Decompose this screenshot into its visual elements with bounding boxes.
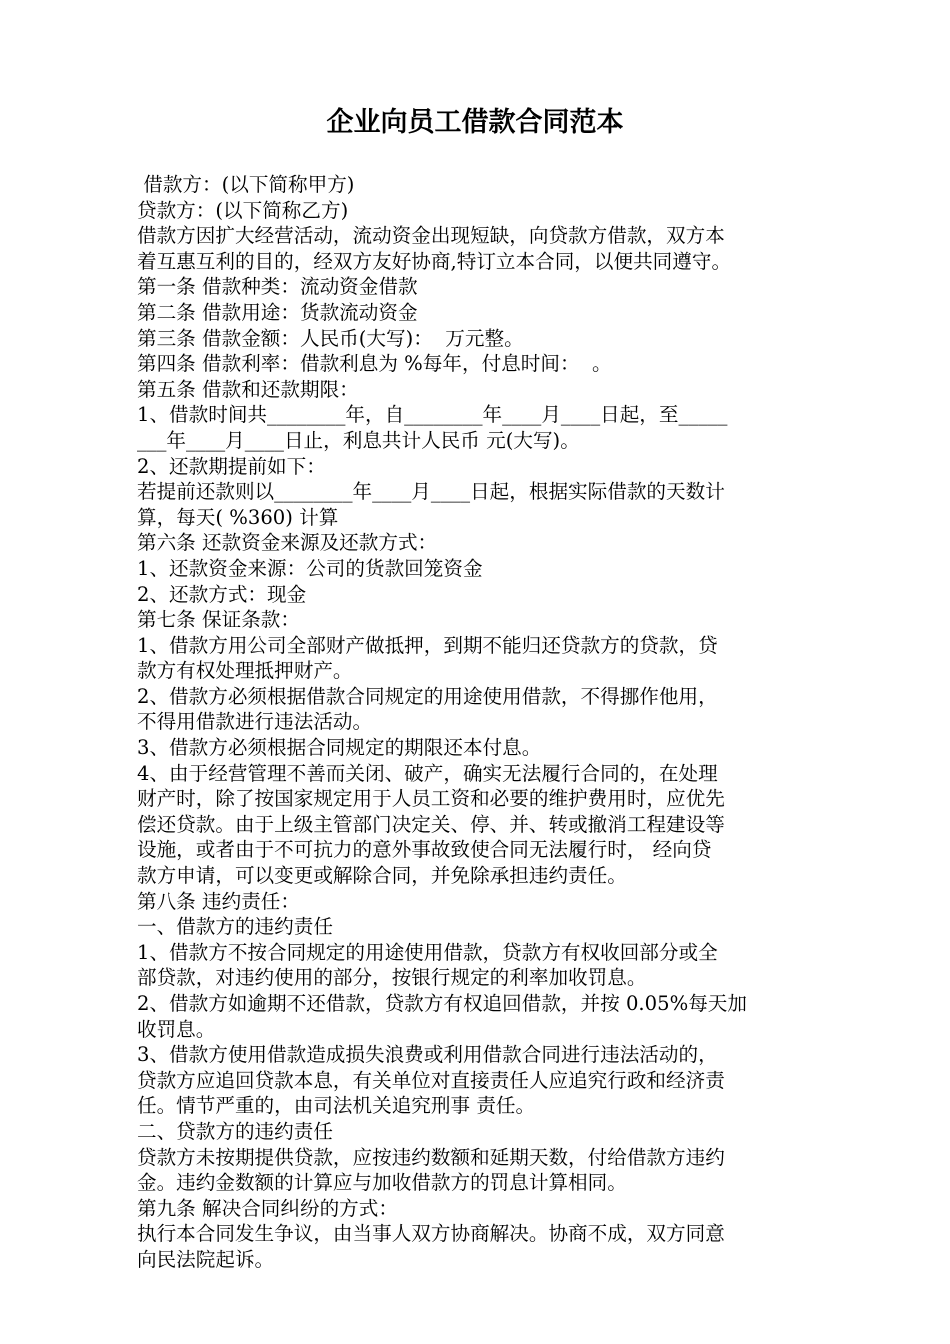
text-line: 贷款方：(以下简称乙方): [137, 198, 349, 222]
text-line: 2、还款期提前如下：: [137, 454, 326, 478]
text-line: 偿还贷款。由于上级主管部门决定关、停、并、转或撤消工程建设等: [137, 812, 725, 836]
text-line: 3、借款方必须根据合同规定的期限还本付息。: [137, 736, 542, 760]
text-line: 第八条 违约责任：: [137, 889, 300, 913]
text-line: 部贷款，对违约使用的部分，按银行规定的利率加收罚息。: [137, 966, 647, 990]
text-line: 贷款方应追回贷款本息，有关单位对直接责任人应追究行政和经济责: [137, 1068, 725, 1092]
text-line: 借款方因扩大经营活动，流动资金出现短缺，向贷款方借款，双方本: [137, 224, 725, 248]
text-line: 4、由于经营管理不善而关闭、破产，确实无法履行合同的，在处理: [137, 761, 718, 785]
text-line: 1、借款方不按合同规定的用途使用借款，贷款方有权收回部分或全: [137, 940, 718, 964]
document-title: 企业向员工借款合同范本: [326, 107, 624, 138]
text-line: 1、还款资金来源：公司的货款回笼资金: [137, 556, 483, 580]
text-line: 着互惠互利的目的，经双方友好协商,特订立本合同，以便共同遵守。: [137, 249, 732, 273]
text-line: 1、借款方用公司全部财产做抵押，到期不能归还贷款方的贷款，贷: [137, 633, 718, 657]
text-line: 2、还款方式：现金: [137, 582, 307, 606]
text-line: 借款方：(以下简称甲方): [137, 173, 355, 196]
text-line: 1、借款时间共________年，自________年____月____日起，至_____: [137, 403, 728, 427]
text-line: 若提前还款则以________年____月____日起，根据实际借款的天数计: [137, 480, 725, 504]
text-line: 第六条 还款资金来源及还款方式：: [137, 531, 438, 555]
text-line: 3、借款方使用借款造成损失浪费或利用借款合同进行违法活动的，: [137, 1043, 718, 1067]
text-line: 执行本合同发生争议，由当事人双方协商解决。协商不成，双方同意: [137, 1222, 725, 1246]
text-line: 第四条 借款利率：借款利息为 %每年，付息时间： 。: [137, 352, 612, 376]
text-line: 贷款方未按期提供贷款，应按违约数额和延期天数，付给借款方违约: [137, 1145, 725, 1169]
text-line: 金。违约金数额的计算应与加收借款方的罚息计算相同。: [137, 1171, 627, 1195]
text-line: 第三条 借款金额：人民币(大写)： 万元整。: [137, 326, 524, 350]
text-line: 款方有权处理抵押财产。: [137, 659, 353, 683]
text-line: 第二条 借款用途：货款流动资金: [137, 300, 418, 324]
text-line: 款方申请，可以变更或解除合同，并免除承担违约责任。: [137, 864, 627, 888]
text-line: 二、贷款方的违约责任: [137, 1119, 333, 1143]
document-body: [137, 172, 817, 1273]
text-line: 任。情节严重的，由司法机关追究刑事 责任。: [137, 1094, 536, 1118]
text-line: 设施，或者由于不可抗力的意外事故致使合同无法履行时， 经向贷: [137, 838, 712, 862]
text-line: 第九条 解决合同纠纷的方式：: [137, 1196, 398, 1220]
text-line: 一、借款方的违约责任: [137, 915, 333, 939]
text-line: 算，每天( %360) 计算: [137, 505, 339, 529]
text-line: 第一条 借款种类：流动资金借款: [137, 275, 418, 299]
text-line: 收罚息。: [137, 1017, 216, 1041]
text-line: 财产时，除了按国家规定用于人员工资和必要的维护费用时，应优先: [137, 787, 725, 811]
text-line: 2、借款方必须根据借款合同规定的用途使用借款，不得挪作他用，: [137, 684, 718, 708]
text-line: 2、借款方如逾期不还借款，贷款方有权追回借款，并按 0.05%每天加: [137, 992, 747, 1015]
text-line: 第七条 保证条款：: [137, 608, 300, 632]
text-line: ___年____月____日止，利息共计人民币 元(大写)。: [137, 428, 580, 452]
text-line: 不得用借款进行违法活动。: [137, 710, 373, 734]
text-line: 向民法院起诉。: [137, 1247, 275, 1271]
text-line: 第五条 借款和还款期限：: [137, 377, 359, 401]
